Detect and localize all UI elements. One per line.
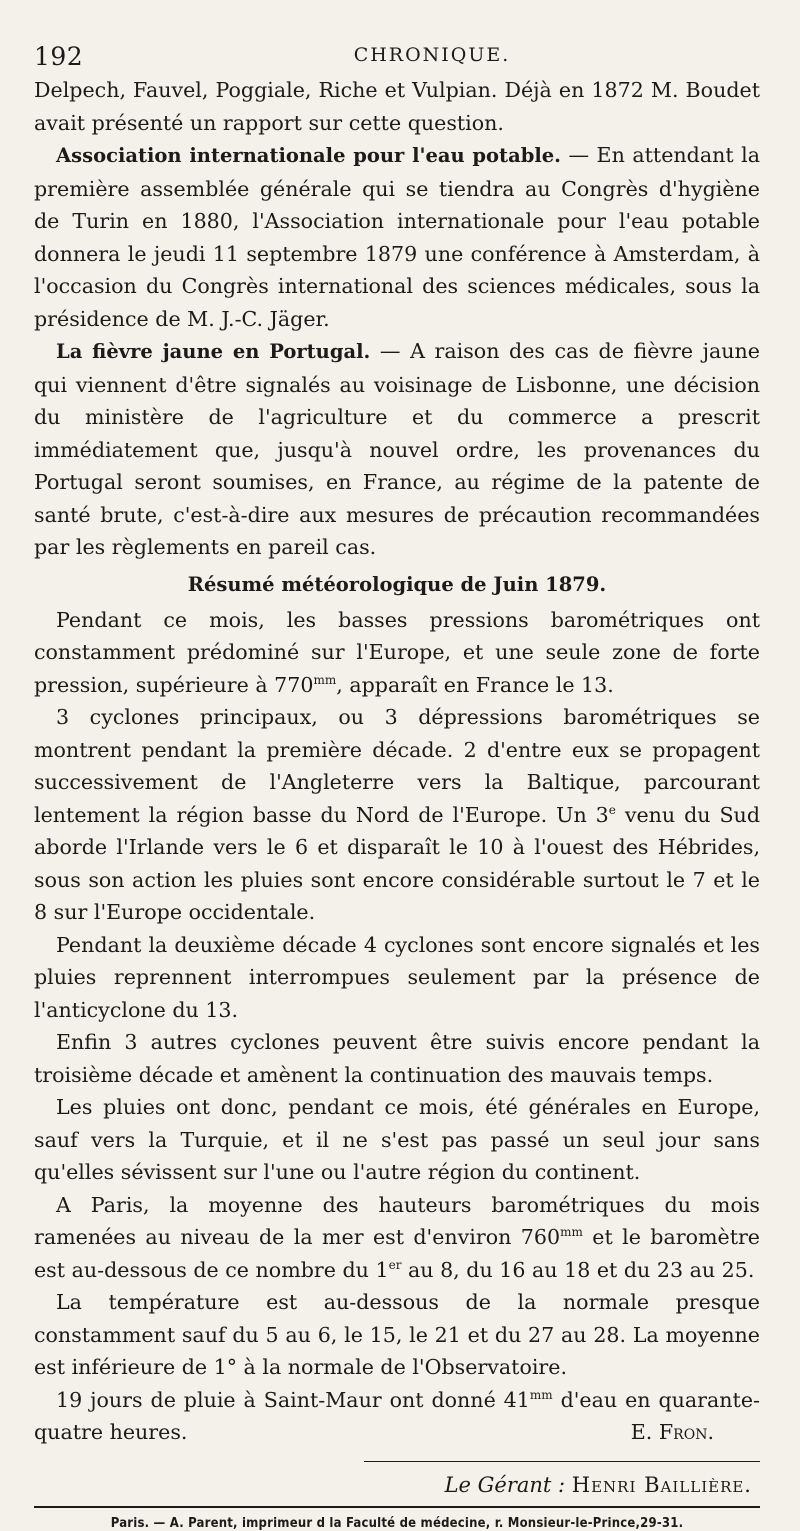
printer-imprint: Paris. — A. Parent, imprimeur d la Faculté de médecine, r. Monsieur-le-Prince,29-31. — [110, 1515, 684, 1531]
paragraph-meteo-1 — [34, 604, 760, 702]
run-in-heading: La fièvre jaune en Portugal. — [56, 340, 371, 363]
paragraph-text: 19 jours de pluie à Saint-Maur ont donné 41 — [56, 1387, 530, 1412]
divider — [364, 1461, 760, 1462]
signature-text: E. Fron. — [630, 1420, 714, 1444]
running-head — [34, 30, 760, 74]
divider — [34, 1506, 760, 1508]
gerant-name: Henri Baillière. — [571, 1472, 752, 1497]
paragraph-text: — En attendant la première assemblée générale qui se tiendra au Congrès d'hygiène de Turin en 1880, l'Association internationale pour l'eau potable donnera le jeudi 11 septembre 1879 une conférence à Amsterdam, à l'occasion du Congrès international des sciences médicales, sous la présidence de M. J.-C. Jäger. — [34, 143, 761, 331]
paragraph-water-association — [34, 139, 760, 335]
paragraph-text: Les pluies ont donc, pendant ce mois, été générales en Europe, sauf vers la Turquie, et il ne s'est pas passé un seul jour sans qu'elles sévissent sur l'une ou l'autre région du continent. — [34, 1095, 760, 1184]
paragraph-yellow-fever — [34, 335, 760, 564]
paragraph-meteo-7 — [34, 1286, 760, 1384]
paragraph-continuation — [34, 74, 760, 139]
gerant-line — [34, 1470, 760, 1500]
paragraph-text: Delpech, Fauvel, Poggiale, Riche et Vulpian. Déjà en 1872 M. Boudet avait présenté un rapport sur cette question. — [34, 78, 760, 135]
run-in-heading: Association internationale pour l'eau potable. — [56, 144, 561, 167]
unit-superscript: mm — [560, 1225, 583, 1239]
paragraph-text: La température est au-dessous de la normale presque constamment sauf du 5 au 6, le 15, le 21 et du 27 au 28. La moyenne est inférieure de 1° à la normale de l'Observatoire. — [34, 1290, 760, 1379]
ordinal-superscript: er — [388, 1257, 402, 1272]
paragraph-text: , apparaît en France le 13. — [336, 672, 614, 697]
paragraph-text: et le baromètre est au-dessous de ce nombre du 1 — [34, 1225, 760, 1282]
section-heading: Résumé météorologique de Juin 1879. — [187, 572, 607, 596]
paragraph-text: A Paris, la moyenne des hauteurs barométriques du mois ramenées au niveau de la mer est d'environ 760 — [34, 1192, 760, 1249]
paragraph-text: Pendant ce mois, les basses pressions barométriques ont constamment prédominé sur l'Europe, et une seule zone de forte pression, supérieure à 770 — [34, 607, 760, 697]
gerant-label: Le Gérant : — [444, 1472, 566, 1497]
paragraph-text: Pendant la deuxième décade 4 cyclones sont encore signalés et les pluies reprennent interrompues seulement par la présence de l'anticyclone du 13. — [34, 932, 760, 1022]
paragraph-text: venu du Sud aborde l'Irlande vers le 6 et disparaît le 10 à l'ouest des Hébrides, sous son action les pluies sont encore considérable surtout le 7 et le 8 sur l'Europe occidentale. — [34, 802, 760, 924]
paragraph-meteo-6 — [34, 1189, 760, 1287]
running-title-text: CHRONIQUE. — [353, 44, 511, 66]
paragraph-text: au 8, du 16 au 18 et du 23 au 25. — [401, 1257, 755, 1282]
ordinal-superscript: e — [608, 802, 616, 817]
paragraph-meteo-5 — [34, 1091, 760, 1189]
paragraph-meteo-2 — [34, 701, 760, 929]
paragraph-text: d'eau en quarante-quatre heures. — [34, 1387, 760, 1444]
paragraph-text: — A raison des cas de fièvre jaune qui viennent d'être signalés au voisinage de Lisbonne, une décision du ministère de l'agriculture et du commerce a prescrit immédiatement que, jusqu'à nouvel ordre, les provenances du Portugal seront soumises, en France, au régime de la patente de santé brute, c'est-à-dire aux mesures de précaution recommandées par les règlements en pareil cas. — [34, 339, 760, 559]
paragraph-meteo-4 — [34, 1026, 760, 1091]
paragraph-text: Enfin 3 autres cyclones peuvent être suivis encore pendant la troisième décade et amènent la continuation des mauvais temps. — [34, 1030, 760, 1087]
page-number: 192 — [34, 42, 84, 71]
unit-superscript: mm — [529, 1387, 553, 1402]
unit-superscript: mm — [313, 672, 337, 687]
running-title — [34, 44, 760, 66]
paragraph-text: 3 cyclones principaux, ou 3 dépressions barométriques se montrent pendant la première décade. 2 d'entre eux se propagent successivement de l'Angleterre vers la Baltique, parcourant lentement la région basse du Nord de l'Europe. Un 3 — [34, 705, 760, 827]
body-text — [34, 74, 760, 1449]
paragraph-meteo-3 — [34, 929, 760, 1027]
